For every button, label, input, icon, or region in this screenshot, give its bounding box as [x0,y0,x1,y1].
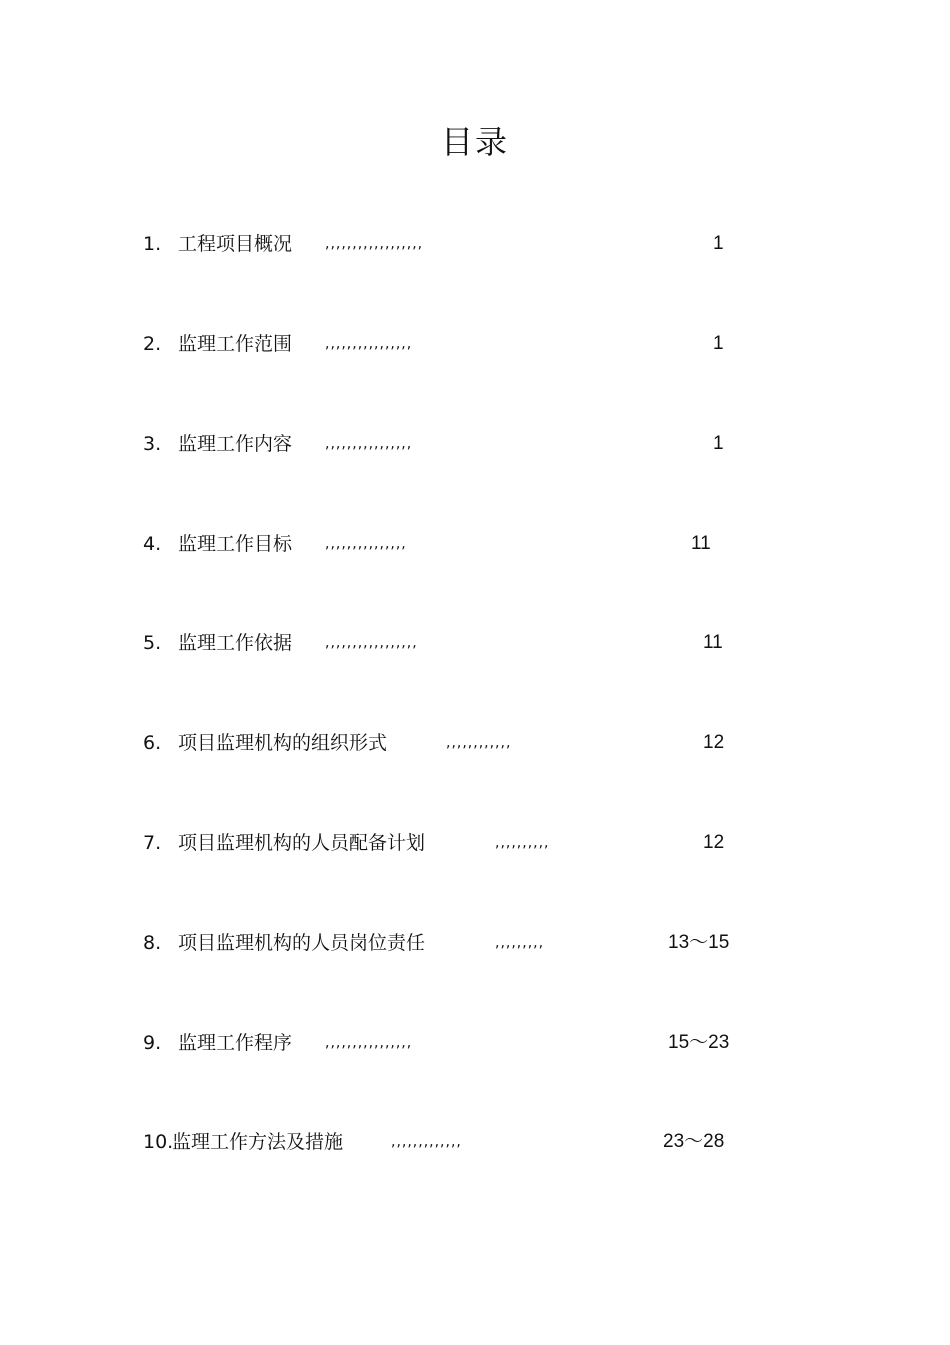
toc-entry-title: 监理工作程序 [178,1032,293,1054]
toc-entry-number: 4. [143,533,162,555]
toc-entry-title: 监理工作依据 [178,632,293,654]
toc-entry[interactable] [0,229,950,259]
toc-entry[interactable] [0,529,950,559]
toc-leader-dots: ,,,,,,,,,,,,,,,, [325,336,413,352]
toc-page-number: 11 [703,632,723,653]
toc-entry-title: 监理工作范围 [178,333,293,355]
toc-leader-dots: ,,,,,,,,,, [495,835,550,851]
toc-page-number: 11 [691,533,711,554]
toc-entry-title: 监理工作目标 [178,533,293,555]
toc-entry-title: 项目监理机构的人员岗位责任 [178,932,426,954]
toc-entry-title: 监理工作内容 [178,433,293,455]
toc-entry[interactable] [0,628,950,658]
toc-page-number: 13～15 [668,932,730,953]
toc-leader-dots: ,,,,,,,,, [495,935,545,951]
toc-leader-dots: ,,,,,,,,,,,,,,,,,, [325,236,424,252]
toc-page-number: 12 [703,732,725,753]
toc-entry[interactable] [0,728,950,758]
toc-entry[interactable] [0,828,950,858]
toc-entry-number: 9. [143,1032,162,1054]
toc-entry[interactable] [0,928,950,958]
toc-entry-number: 7. [143,832,162,854]
toc-leader-dots: ,,,,,,,,,,,,,,,, [325,436,413,452]
toc-page-number: 15～23 [668,1032,730,1053]
toc-entry-number: 3. [143,433,162,455]
toc-leader-dots: ,,,,,,,,,,,,,,,,, [325,635,418,651]
toc-entry-number: 2. [143,333,162,355]
page-title: 目录 [440,123,509,161]
toc-entry-number: 10. [143,1131,174,1153]
toc-entry[interactable] [0,1127,950,1157]
toc-entry-title: 工程项目概况 [178,233,293,255]
toc-page-number: 12 [703,832,725,853]
toc-entry[interactable] [0,429,950,459]
toc-entry[interactable] [0,1028,950,1058]
toc-leader-dots: ,,,,,,,,,,,,, [391,1134,462,1150]
toc-leader-dots: ,,,,,,,,,,,,,,,, [325,1035,413,1051]
toc-entry-number: 5. [143,632,162,654]
toc-entry-title: 项目监理机构的组织形式 [178,732,388,754]
toc-entry-number: 6. [143,732,162,754]
toc-page-number: 1 [713,233,724,254]
toc-page-number: 1 [713,433,724,454]
toc-entry-number: 8. [143,932,162,954]
toc-page-number: 23～28 [663,1131,725,1152]
toc-entry-number: 1. [143,233,162,255]
toc-entry[interactable] [0,329,950,359]
toc-leader-dots: ,,,,,,,,,,,,,,, [325,536,407,552]
toc-leader-dots: ,,,,,,,,,,,, [446,735,512,751]
toc-entry-title: 项目监理机构的人员配备计划 [178,832,426,854]
toc-page-number: 1 [713,333,724,354]
toc-entry-title: 监理工作方法及措施 [172,1131,344,1153]
